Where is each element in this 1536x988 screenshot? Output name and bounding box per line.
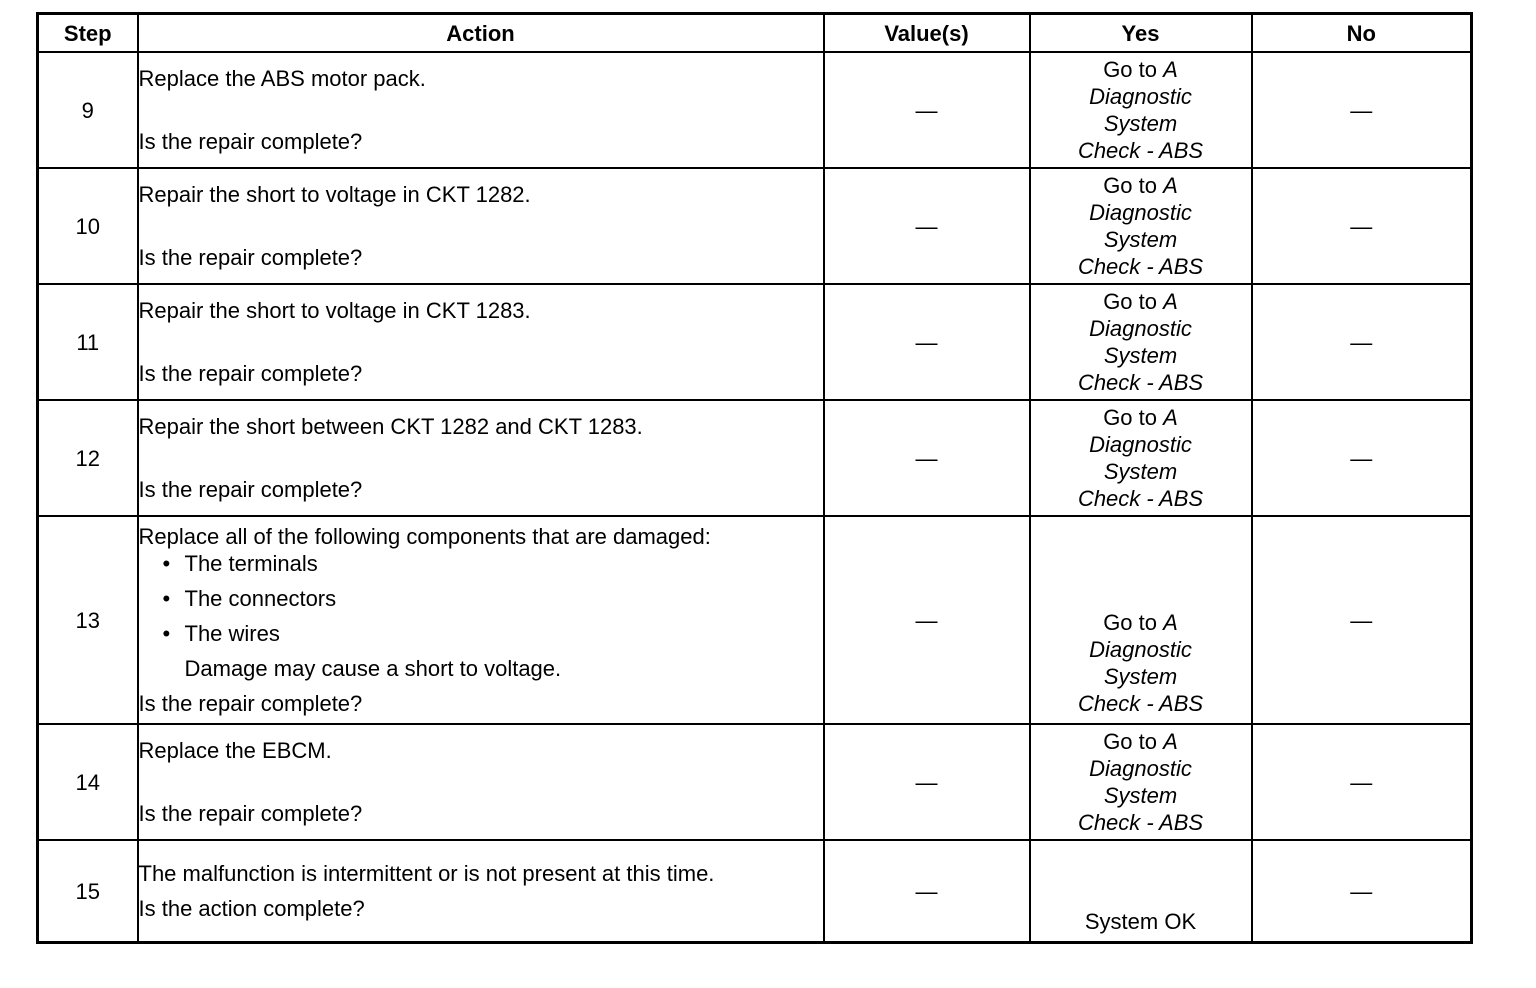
yes-cell — [1030, 52, 1252, 168]
yes-cell — [1030, 400, 1252, 516]
no-cell: — — [1252, 168, 1472, 284]
yes-cell — [1030, 724, 1252, 840]
yes-link-start[interactable]: A — [1163, 173, 1178, 198]
yes-link-line[interactable]: System — [1103, 664, 1178, 689]
no-cell: — — [1252, 840, 1472, 943]
table-row — [38, 840, 1472, 943]
value-cell: — — [824, 52, 1030, 168]
yes-link-line[interactable]: Diagnostic — [1089, 637, 1192, 662]
step-number: 9 — [38, 52, 138, 168]
yes-link-line[interactable]: Diagnostic — [1089, 316, 1192, 341]
yes-goto-text: Go to — [1103, 57, 1164, 82]
header-no: No — [1252, 14, 1472, 53]
action-cell — [138, 724, 824, 840]
yes-cell — [1030, 840, 1252, 943]
action-cell — [138, 400, 824, 516]
table-row — [38, 724, 1472, 840]
yes-link-line[interactable]: System — [1103, 343, 1178, 368]
yes-link-line[interactable]: Check - ABS — [1077, 370, 1204, 395]
no-cell: — — [1252, 284, 1472, 400]
action-text: Replace the ABS motor pack. — [138, 66, 426, 91]
table-row — [38, 516, 1472, 724]
action-text: The malfunction is intermittent or is not present at this time. — [138, 861, 715, 886]
yes-link-start[interactable]: A — [1163, 405, 1178, 430]
yes-link-line[interactable]: Check - ABS — [1077, 138, 1204, 163]
yes-link-start[interactable]: A — [1163, 610, 1178, 635]
no-cell: — — [1252, 516, 1472, 724]
value-cell: — — [824, 284, 1030, 400]
yes-link-line[interactable]: Diagnostic — [1089, 756, 1192, 781]
yes-goto-text: Go to — [1103, 173, 1164, 198]
value-cell: — — [824, 724, 1030, 840]
action-cell — [138, 168, 824, 284]
yes-link-line[interactable]: Diagnostic — [1089, 200, 1192, 225]
yes-cell — [1030, 168, 1252, 284]
action-cell — [138, 516, 824, 724]
step-number: 12 — [38, 400, 138, 516]
yes-link-line[interactable]: System — [1103, 227, 1178, 252]
table-row — [38, 284, 1472, 400]
action-text: Repair the short to voltage in CKT 1283. — [138, 298, 531, 323]
no-cell: — — [1252, 52, 1472, 168]
action-question: Is the repair complete? — [138, 361, 363, 386]
list-item-text: The wires — [184, 621, 280, 646]
header-row — [38, 14, 1472, 53]
yes-link-start[interactable]: A — [1163, 289, 1178, 314]
action-cell — [138, 52, 824, 168]
action-question: Is the repair complete? — [138, 801, 363, 826]
list-item-text: The connectors — [184, 586, 337, 611]
list-item — [163, 620, 823, 647]
yes-goto-text: Go to — [1103, 729, 1164, 754]
yes-link-line[interactable]: Check - ABS — [1077, 691, 1204, 716]
value-cell: — — [824, 840, 1030, 943]
action-text: Replace all of the following components that are damaged: — [138, 524, 711, 549]
list-item — [163, 585, 823, 612]
yes-result-text: System OK — [1084, 909, 1197, 934]
header-values: Value(s) — [824, 14, 1030, 53]
header-step: Step — [38, 14, 138, 53]
value-cell: — — [824, 400, 1030, 516]
yes-link-start[interactable]: A — [1163, 57, 1178, 82]
action-text: Replace the EBCM. — [138, 738, 332, 763]
bullet-icon: • — [162, 551, 171, 576]
step-number: 13 — [38, 516, 138, 724]
list-item-text: The terminals — [184, 551, 318, 576]
component-list — [139, 550, 823, 647]
yes-link-line[interactable]: System — [1103, 111, 1178, 136]
step-number: 15 — [38, 840, 138, 943]
yes-cell — [1030, 516, 1252, 724]
step-number: 11 — [38, 284, 138, 400]
no-cell: — — [1252, 724, 1472, 840]
action-cell — [138, 284, 824, 400]
bullet-icon: • — [162, 586, 171, 611]
yes-link-line[interactable]: Check - ABS — [1077, 810, 1204, 835]
diagnostic-table — [36, 12, 1473, 944]
yes-goto-text: Go to — [1103, 289, 1164, 314]
yes-link-line[interactable]: System — [1103, 459, 1178, 484]
action-text: Repair the short to voltage in CKT 1282. — [138, 182, 531, 207]
value-cell: — — [824, 516, 1030, 724]
action-question: Is the action complete? — [138, 896, 365, 921]
step-number: 10 — [38, 168, 138, 284]
yes-link-line[interactable]: Check - ABS — [1077, 486, 1204, 511]
yes-link-start[interactable]: A — [1163, 729, 1178, 754]
table-row — [38, 52, 1472, 168]
action-question: Is the repair complete? — [138, 477, 363, 502]
list-item — [163, 550, 823, 577]
bullet-icon: • — [162, 621, 171, 646]
yes-goto-text: Go to — [1103, 610, 1164, 635]
action-question: Is the repair complete? — [138, 129, 363, 154]
action-cell — [138, 840, 824, 943]
header-yes: Yes — [1030, 14, 1252, 53]
yes-link-line[interactable]: System — [1103, 783, 1178, 808]
no-cell: — — [1252, 400, 1472, 516]
yes-link-line[interactable]: Diagnostic — [1089, 84, 1192, 109]
header-action: Action — [138, 14, 824, 53]
step-number: 14 — [38, 724, 138, 840]
table-row — [38, 400, 1472, 516]
yes-goto-text: Go to — [1103, 405, 1164, 430]
yes-cell — [1030, 284, 1252, 400]
action-text: Repair the short between CKT 1282 and CKT 1283. — [138, 414, 643, 439]
action-note: Damage may cause a short to voltage. — [184, 656, 562, 681]
yes-link-line[interactable]: Check - ABS — [1077, 254, 1204, 279]
table-row — [38, 168, 1472, 284]
yes-link-line[interactable]: Diagnostic — [1089, 432, 1192, 457]
value-cell: — — [824, 168, 1030, 284]
action-question: Is the repair complete? — [138, 245, 363, 270]
action-question: Is the repair complete? — [138, 691, 363, 716]
